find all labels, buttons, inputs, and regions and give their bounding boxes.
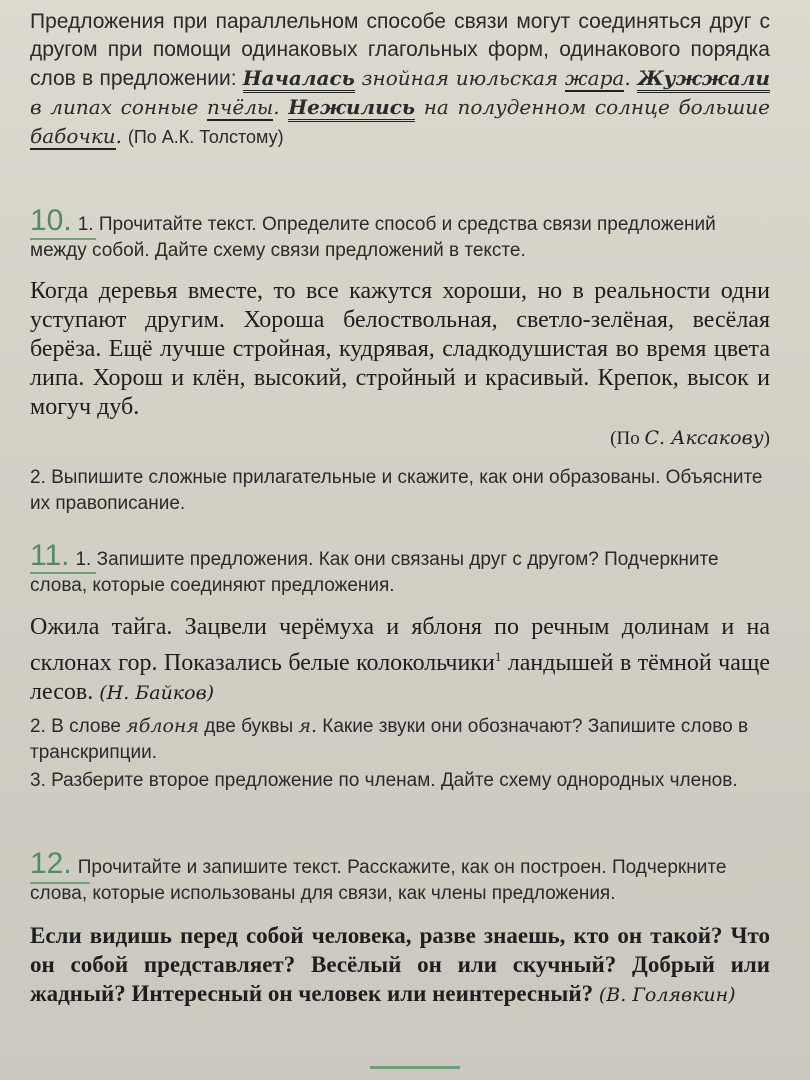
task-word: яблоня [126, 715, 199, 737]
reading-text: Если видишь перед собой человека, разве знаешь, кто он такой? Что он собой представляет? Весёлый он или скучный? Добрый или жадный? Интересный он человек или неинтересный? [30, 923, 770, 1006]
exercise-11-task1 [30, 539, 770, 599]
example-text: знойная июльская [361, 66, 559, 90]
reading-text: Ожила тайга. Зацвели черёмуха и яблоня по речным долинам и на склонах гор. Показались белые колокольчики [30, 614, 770, 676]
exercise-10-text [30, 277, 770, 422]
exercise-11-task2 [30, 713, 770, 766]
task-text: Прочитайте и запишите текст. Расскажите, как он построен. Подчеркните слова, которые использованы для связи, как члены предложения. [30, 857, 727, 904]
source-author: (Н. Байков) [99, 682, 215, 704]
task-text: две буквы [204, 716, 294, 737]
exercise-12-task [30, 847, 770, 907]
exercise-11-text [30, 613, 770, 708]
task-text: 2. В слове [30, 716, 121, 737]
intro-text: Предложения при параллельном способе связи могут соединяться друг с другом при помощи одинаковых глагольных форм, одинакового порядка слов в предложении: [30, 10, 770, 90]
example-subject: пчёлы [207, 95, 274, 119]
exercise-10-task1 [30, 204, 770, 264]
exercise-number: 12. [30, 847, 72, 880]
source-prefix: (По [610, 428, 640, 449]
intro-source: (По А.К. Толстому) [127, 127, 284, 147]
task-text: 1. Запишите предложения. Как они связаны друг с другом? Подчеркните слова, которые соединяют предложения. [30, 549, 719, 596]
exercise-12-text [30, 921, 770, 1010]
example-subject: жара [564, 66, 625, 90]
footnote-mark: 1 [494, 649, 502, 664]
source-author: (В. Голявкин) [598, 984, 736, 1006]
exercise-10-task2 [30, 465, 770, 517]
exercise-10-source [30, 427, 770, 450]
example-predicate: Жужжали [637, 66, 770, 93]
task-text: 3. Разберите второе предложение по членам. Дайте схему однородных членов. [30, 770, 738, 791]
task-text: 2. Выпишите сложные прилагательные и скажите, как они образованы. Объясните их правописание. [30, 467, 763, 514]
reading-text: Когда деревья вместе, то все кажутся хороши, но в реальности одни уступают другим. Хороша белоствольная, светло-зелёная, весёлая берёза. Ещё лучше стройная, кудрявая, сладкодушистая во время цвета липа. Хорош и клён, высокий, стройный и красивый. Крепок, высок и могуч дуб. [30, 278, 770, 420]
intro-paragraph: Предложения при параллельном способе связи могут соединяться друг с другом при помощи одинаковых глагольных форм, одинакового порядка слов в предложении: Началась знойная июльская жара. Жужжали в липах сонные пчёлы. Нежились на полуденном солнце большие бабочки. (По А.К. Толстому) [30, 10, 771, 148]
example-predicate: Нежились [288, 95, 415, 122]
task-letter: я. [298, 715, 318, 737]
source-suffix: ) [763, 428, 770, 449]
example-predicate: Началась [243, 66, 355, 93]
task-text: 1. Прочитайте текст. Определите способ и средства связи предложений между собой. Дайте схему связи предложений в тексте. [30, 214, 716, 261]
source-author: С. Аксакову [644, 427, 764, 449]
example-text: на полуденном солнце большие [423, 95, 770, 119]
exercise-number: 10. [30, 204, 72, 237]
exercise-11-task3 [30, 768, 770, 794]
exercise-number: 11. [30, 539, 70, 572]
task-text: Какие звуки они обозначают? Запишите слово в транскрипции. [30, 716, 749, 763]
bottom-decorative-rule [370, 1066, 460, 1069]
reading-text-end: ландышей в тёмной чаще лесов. [30, 650, 770, 705]
example-text: в липах сонные [30, 95, 199, 119]
example-subject: бабочки [30, 124, 116, 148]
